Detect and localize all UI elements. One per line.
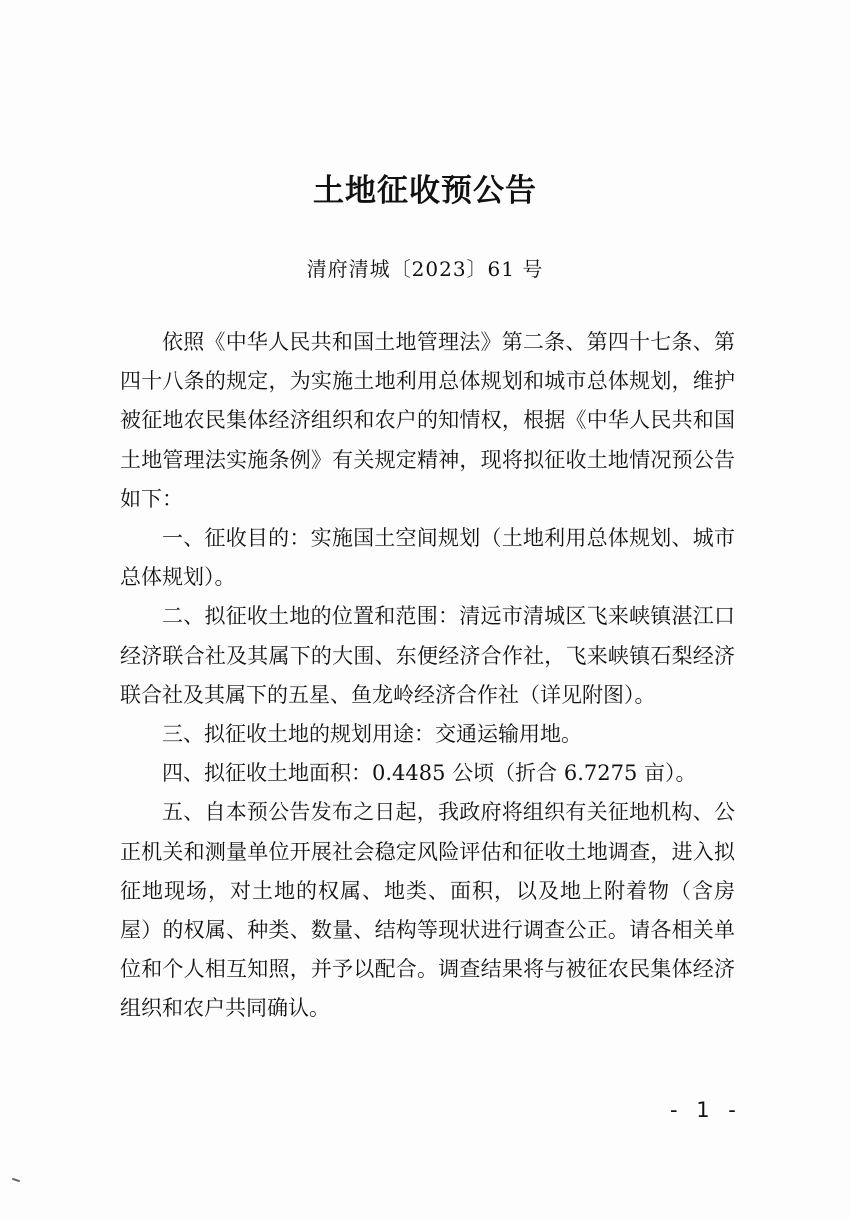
paragraph-area: 四、拟征收土地面积：0.4485 公顷（折合 6.7275 亩）。 <box>162 761 697 786</box>
paragraph-intro: 依照《中华人民共和国土地管理法》第二条、第四十七条、第四十八条的规定，为实施土地利用总体规划和城市总体规划，维护被征地农民集体经济组织和农户的知情权，根据《中华人民共和国土地管理法实施条例》有关规定精神，现将拟征收土地情况预公告如下： <box>120 330 735 511</box>
paragraph-survey: 五、自本预公告发布之日起，我政府将组织有关征地机构、公正机关和测量单位开展社会稳定风险评估和征收土地调查，进入拟征地现场，对土地的权属、地类、面积，以及地上附着物（含房屋）的权属、种类、数量、结构等现状进行调查公正。请各相关单位和个人相互知照，并予以配合。调查结果将与被征农民集体经济组织和农户共同确认。 <box>120 800 735 1021</box>
document-body <box>120 323 735 1029</box>
paragraph-location: 二、拟征收土地的位置和范围：清远市清城区飞来峡镇湛江口经济联合社及其属下的大围、东便经济合作社，飞来峡镇石梨经济联合社及其属下的五星、鱼龙岭经济合作社（详见附图）。 <box>120 604 735 707</box>
page-number: - 1 - <box>670 1098 742 1122</box>
scan-artifact <box>12 1178 20 1183</box>
paragraph-land-use: 三、拟征收土地的规划用途：交通运输用地。 <box>162 722 582 747</box>
paragraph-purpose: 一、征收目的：实施国土空间规划（土地利用总体规划、城市总体规划）。 <box>120 526 735 590</box>
document-title: 土地征收预公告 <box>313 173 537 209</box>
document-number: 清府清城〔2023〕61 号 <box>306 257 544 281</box>
